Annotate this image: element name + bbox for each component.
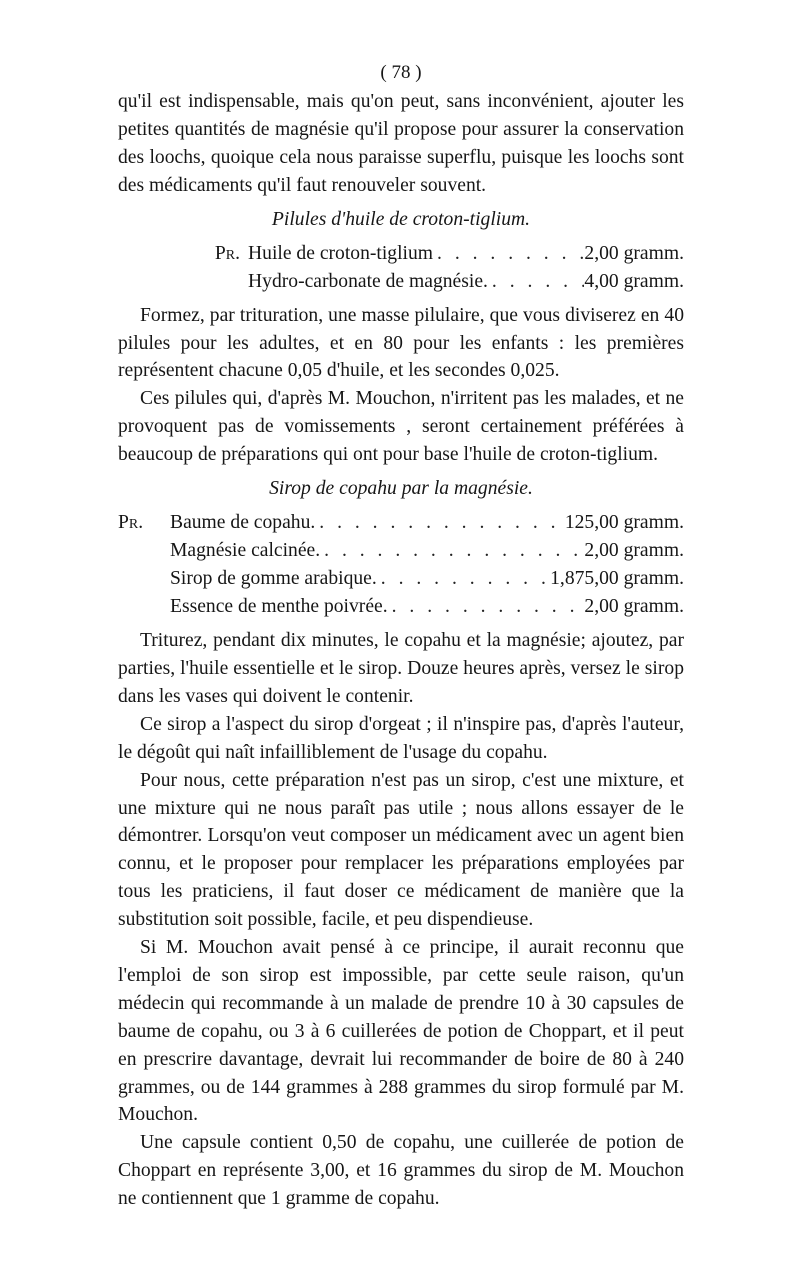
section-heading-sirop: Sirop de copahu par la magnésie. [269,478,533,500]
ingredient-quantity: 2,00 gramm. [584,242,684,264]
ingredient-name: Baume de copahu. [170,512,316,534]
paragraph-pilules-mouchon: Ces pilules qui, d'après M. Mouchon, n'irritent pas les malades, et ne provoquent pas de vomissements , seront certainement préférées à beaucoup de préparations qui ont pour base l'huile de croton-tiglium. [118,388,684,466]
paragraph-loochs: qu'il est indispensable, mais qu'on peut, sans inconvénient, ajouter les petites quantités de magnésie qu'il propose pour assurer la conservation des loochs, quoique cela nous paraisse superflu, puisque les loochs sont des médicaments qu'il faut renouveler souvent. [118,91,684,196]
paragraph-trituration: Formez, par trituration, une masse pilulaire, que vous diviserez en 40 pilules pour les adultes, et en 80 pour les enfants : les premières représentent chacune 0,05 d'huile, et les secondes 0,025. [118,304,684,382]
leader-dots [315,509,565,537]
ingredient-name: Essence de menthe poivrée. [170,596,388,618]
formula-row [118,537,684,565]
formula-pr-label: Pr. [214,242,240,264]
formula-pilules [118,240,684,296]
paragraph-aspect-orgeat: Ce sirop a l'aspect du sirop d'orgeat ; il n'inspire pas, d'après l'auteur, le dégoût qui naît infailliblement de l'usage du copahu. [118,713,684,763]
formula-row [148,240,684,268]
ingredient-quantity: 125,00 gramm. [564,512,684,534]
leader-dots [488,268,584,296]
ingredient-name: Magnésie calcinée. [170,540,321,562]
ingredient-name: Hydro-carbonate de magnésie. [248,270,488,292]
ingredient-quantity: 2,00 gramm. [584,596,684,618]
formula-row [118,593,684,621]
leader-dots [377,565,550,593]
section-heading-pilules: Pilules d'huile de croton-tiglium. [271,208,531,230]
leader-dots [433,240,584,268]
book-page [118,58,684,1213]
formula-row [118,565,684,593]
page-number-text: ( 78 ) [380,62,422,83]
page-number [118,58,684,88]
paragraph-triturez: Triturez, pendant dix minutes, le copahu et la magnésie; ajoutez, par parties, l'huile essentielle et le sirop. Douze heures après, versez le sirop dans les vases qui doivent le contenir. [118,630,684,707]
paragraph-capsule: Une capsule contient 0,50 de copahu, une cuillerée de potion de Choppart en représente 3,00, et 16 grammes du sirop de M. Mouchon ne contiennent que 1 gramme de copahu. [118,1132,684,1210]
ingredient-quantity: 1,875,00 gramm. [550,568,684,590]
leader-dots [320,537,584,565]
paragraph-mixture: Pour nous, cette préparation n'est pas un sirop, c'est une mixture, et une mixture qui ne nous paraît pas utile ; nous allons essayer de le démontrer. Lorsqu'on veut composer un médicament avec un agent bien connu, et le proposer pour remplacer les préparations employées par tous les praticiens, il faut doser ce médicament de manière que la substitution soit possible, facile, et peu dispendieuse. [118,769,684,931]
ingredient-quantity: 4,00 gramm. [584,270,684,292]
ingredient-quantity: 2,00 gramm. [584,540,684,562]
formula-pr-label: Pr. [118,512,144,534]
formula-sirop [118,509,684,621]
formula-row [148,268,684,296]
paragraph-principe: Si M. Mouchon avait pensé à ce principe, il aurait reconnu que l'emploi de son sirop est impossible, par cette seule raison, qu'un médecin qui recommande à un malade de prendre 10 à 30 capsules de baume de copahu, ou 3 à 6 cuillerées de potion de Choppart, et il peut en prescrire davantage, devrait lui recommander de boire de 80 à 240 grammes, ou de 144 grammes à 288 grammes du sirop formulé par M. Mouchon. [118,937,684,1126]
formula-row [118,509,684,537]
ingredient-name: Huile de croton-tiglium [248,242,434,264]
ingredient-name: Sirop de gomme arabique. [170,568,377,590]
leader-dots [388,593,585,621]
